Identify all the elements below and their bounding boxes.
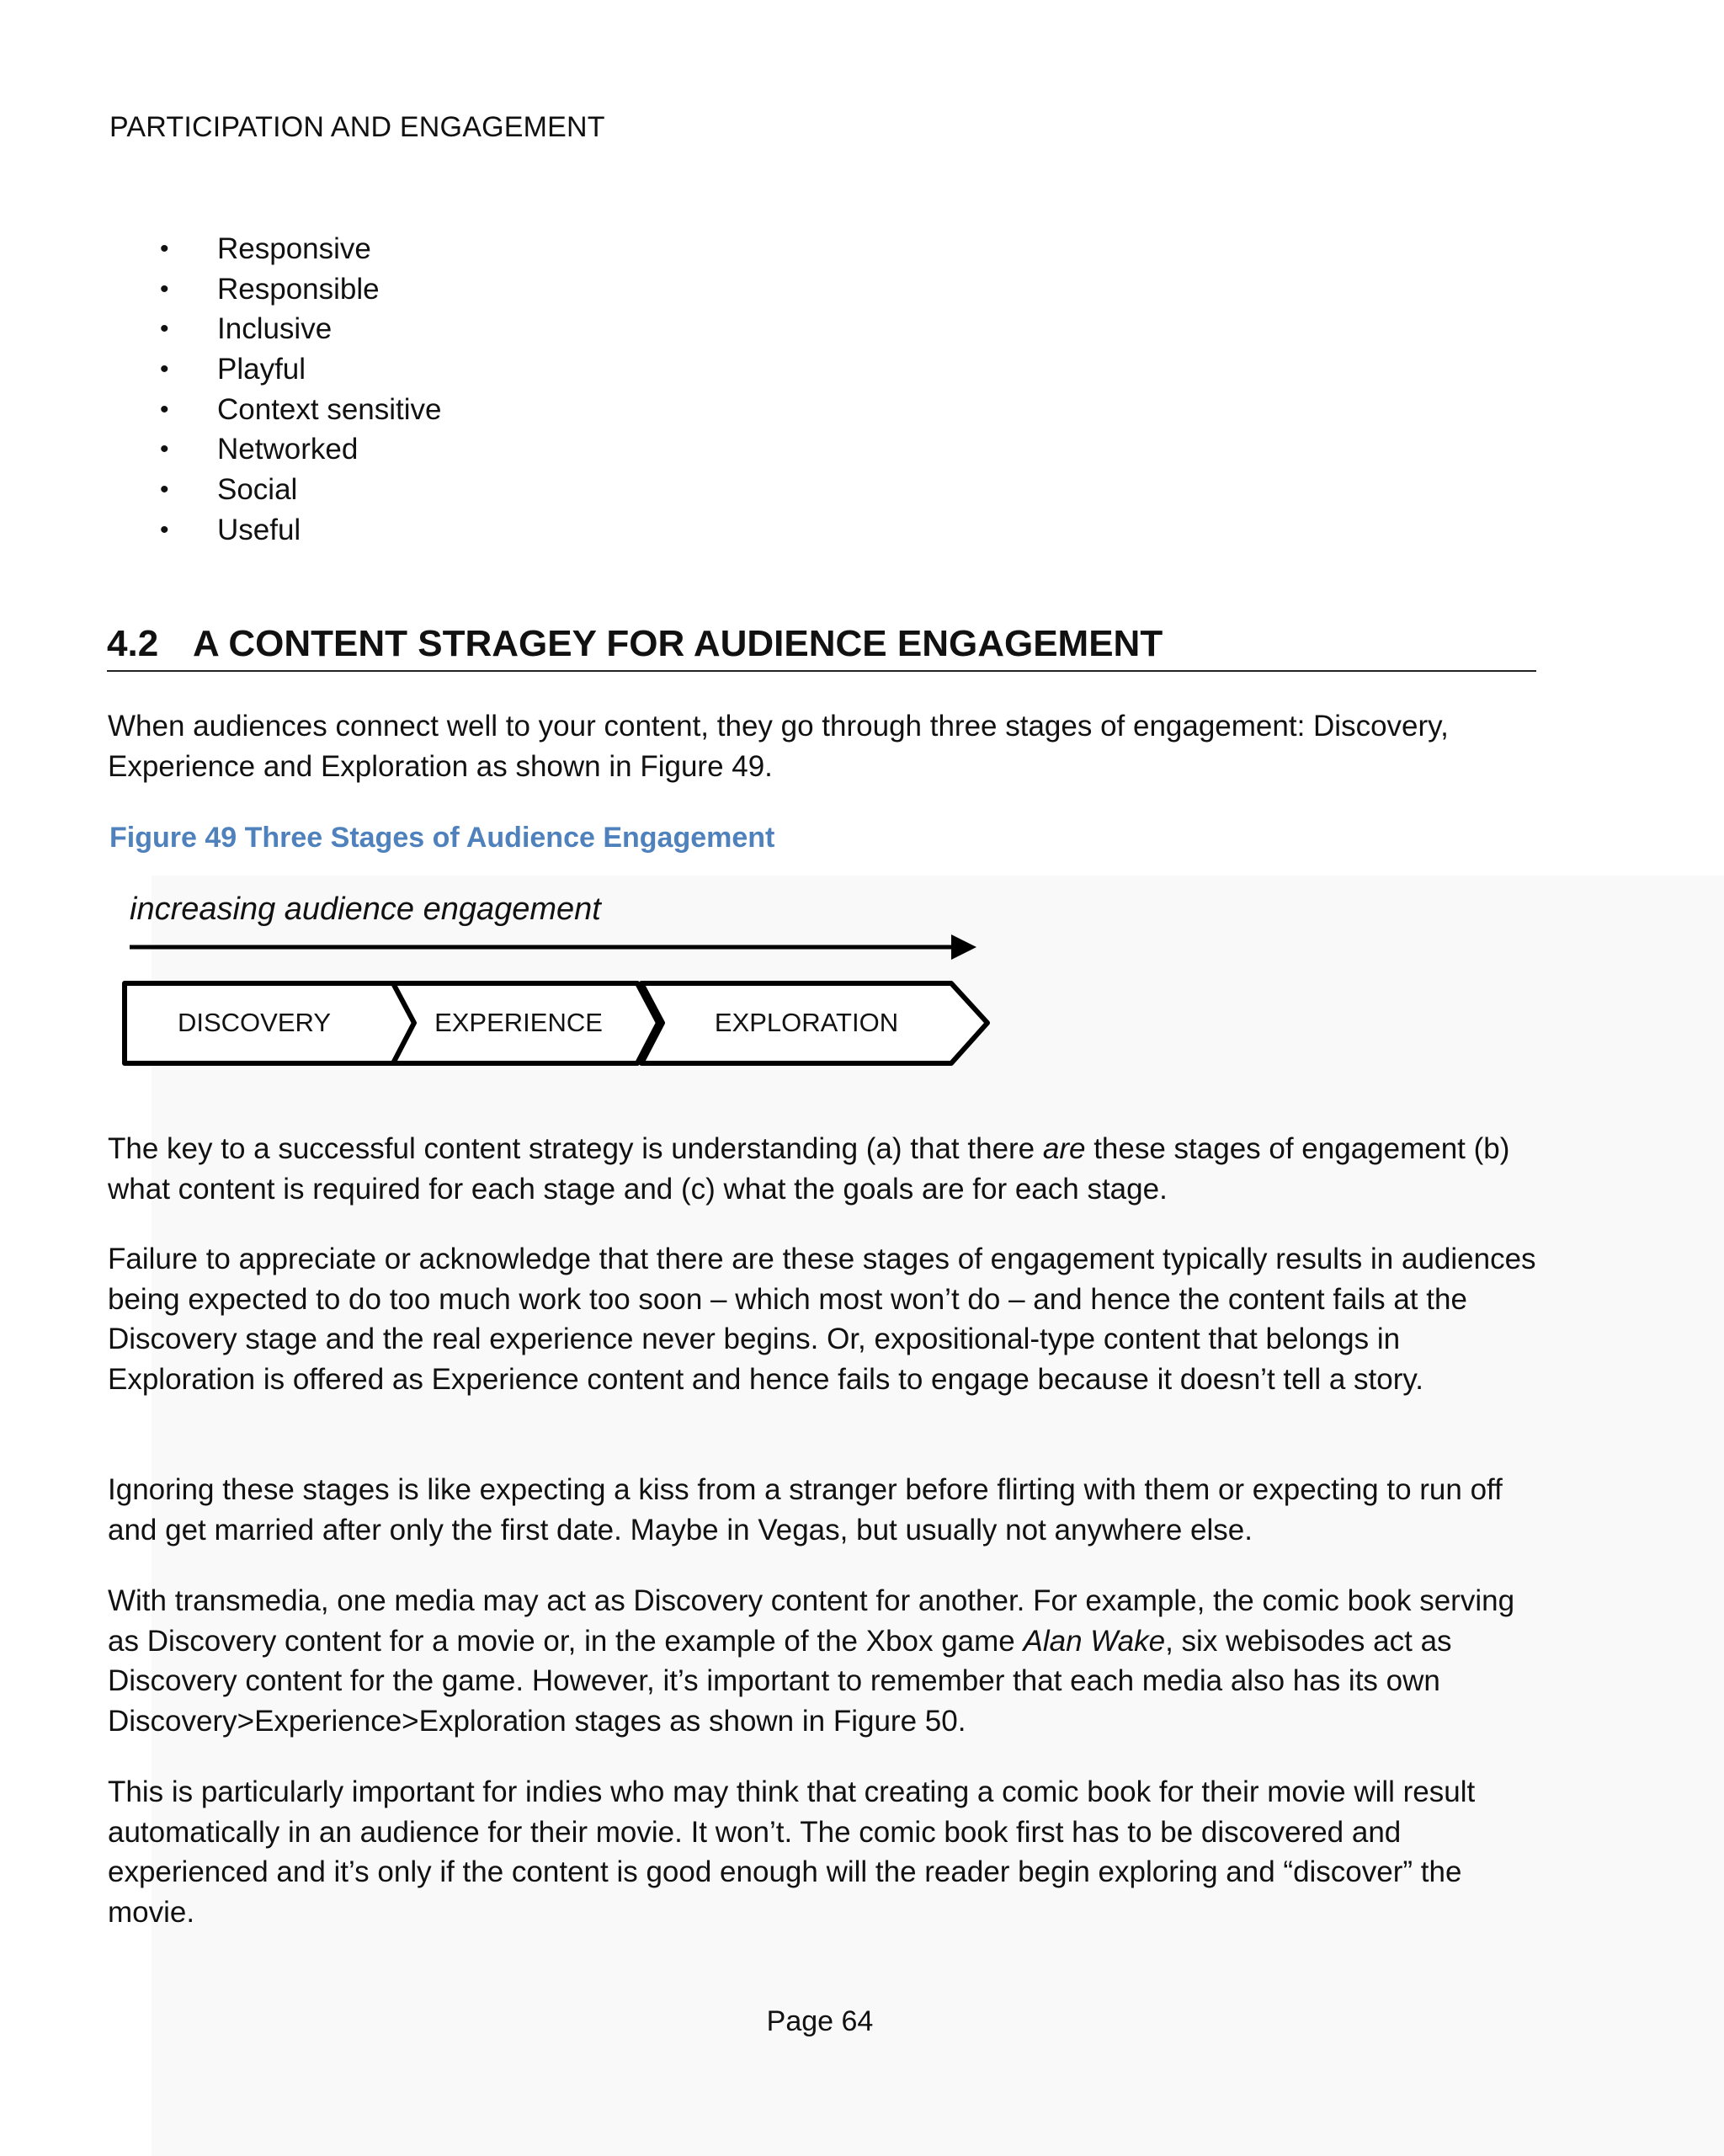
list-item: • Responsible	[160, 269, 442, 310]
list-item: • Social	[160, 470, 442, 510]
bullet-icon: •	[160, 515, 169, 544]
list-item: • Responsive	[160, 229, 442, 269]
section-heading	[107, 623, 1536, 672]
stage-exploration-label: EXPLORATION	[714, 1008, 899, 1037]
arrow-label: increasing audience engagement	[130, 892, 601, 927]
body-paragraph-3: Ignoring these stages is like expecting a kiss from a stranger before flirting with them or expecting to run off and get married after only the first date. Maybe in Vegas, but usually not anywhere else.	[108, 1473, 1503, 1546]
arrow-head-icon	[951, 934, 976, 960]
bullet-icon: •	[160, 476, 169, 504]
stage-experience-label: EXPERIENCE	[434, 1008, 603, 1037]
bullet-icon: •	[160, 355, 169, 384]
list-item: • Networked	[160, 429, 442, 470]
section-number: 4.2	[107, 623, 159, 664]
figure-caption: Figure 49 Three Stages of Audience Engagement	[109, 822, 775, 854]
bullet-icon: •	[160, 395, 169, 423]
page-number: Page 64	[766, 2005, 874, 2037]
body-paragraph-1: The key to a successful content strategy is understanding (a) that there are these stages of engagement (b) what content is required for each stage and (c) what the goals are for each stage.	[108, 1132, 1510, 1206]
bullet-icon: •	[160, 435, 169, 464]
list-item: • Inclusive	[160, 309, 442, 349]
engagement-stages-diagram	[109, 888, 1002, 1078]
bullet-icon: •	[160, 315, 169, 343]
principles-list	[160, 229, 442, 551]
body-paragraph-4: With transmedia, one media may act as Discovery content for another. For example, the comic book serving as Discovery content for a movie or, in the example of the Xbox game Alan Wake, six webisodes act as Discovery content for the game. However, it’s important to remember that each media also has its own Discovery>Experience>Exploration stages as shown in Figure 50.	[108, 1584, 1515, 1738]
bullet-icon: •	[160, 274, 169, 303]
body-paragraph-2: Failure to appreciate or acknowledge that there are these stages of engagement typically results in audiences being expected to do too much work too soon – which most won’t do – and hence the content fails at the Discovery stage and the real experience never begins. Or, expositional-type content that belongs in Exploration is offered as Experience content and hence fails to engage because it doesn’t tell a story.	[108, 1243, 1536, 1397]
body-paragraph-5: This is particularly important for indies who may think that creating a comic book for their movie will result automatically in an audience for their movie. It won’t. The comic book first has to be discovered and experienced and it’s only if the content is good enough will the reader begin exploring and “discover” the movie.	[108, 1775, 1476, 1930]
list-item: • Useful	[160, 510, 442, 551]
list-item: • Playful	[160, 349, 442, 390]
intro-paragraph: When audiences connect well to your content, they go through three stages of engagement: Discovery, Experience and Exploration as shown in Figure 49.	[108, 710, 1449, 783]
bullet-icon: •	[160, 235, 169, 263]
running-header: PARTICIPATION AND ENGAGEMENT	[109, 111, 605, 143]
list-item: • Context sensitive	[160, 390, 442, 430]
stage-discovery-label: DISCOVERY	[177, 1008, 332, 1037]
section-title: A CONTENT STRAGEY FOR AUDIENCE ENGAGEMENT	[193, 623, 1163, 664]
